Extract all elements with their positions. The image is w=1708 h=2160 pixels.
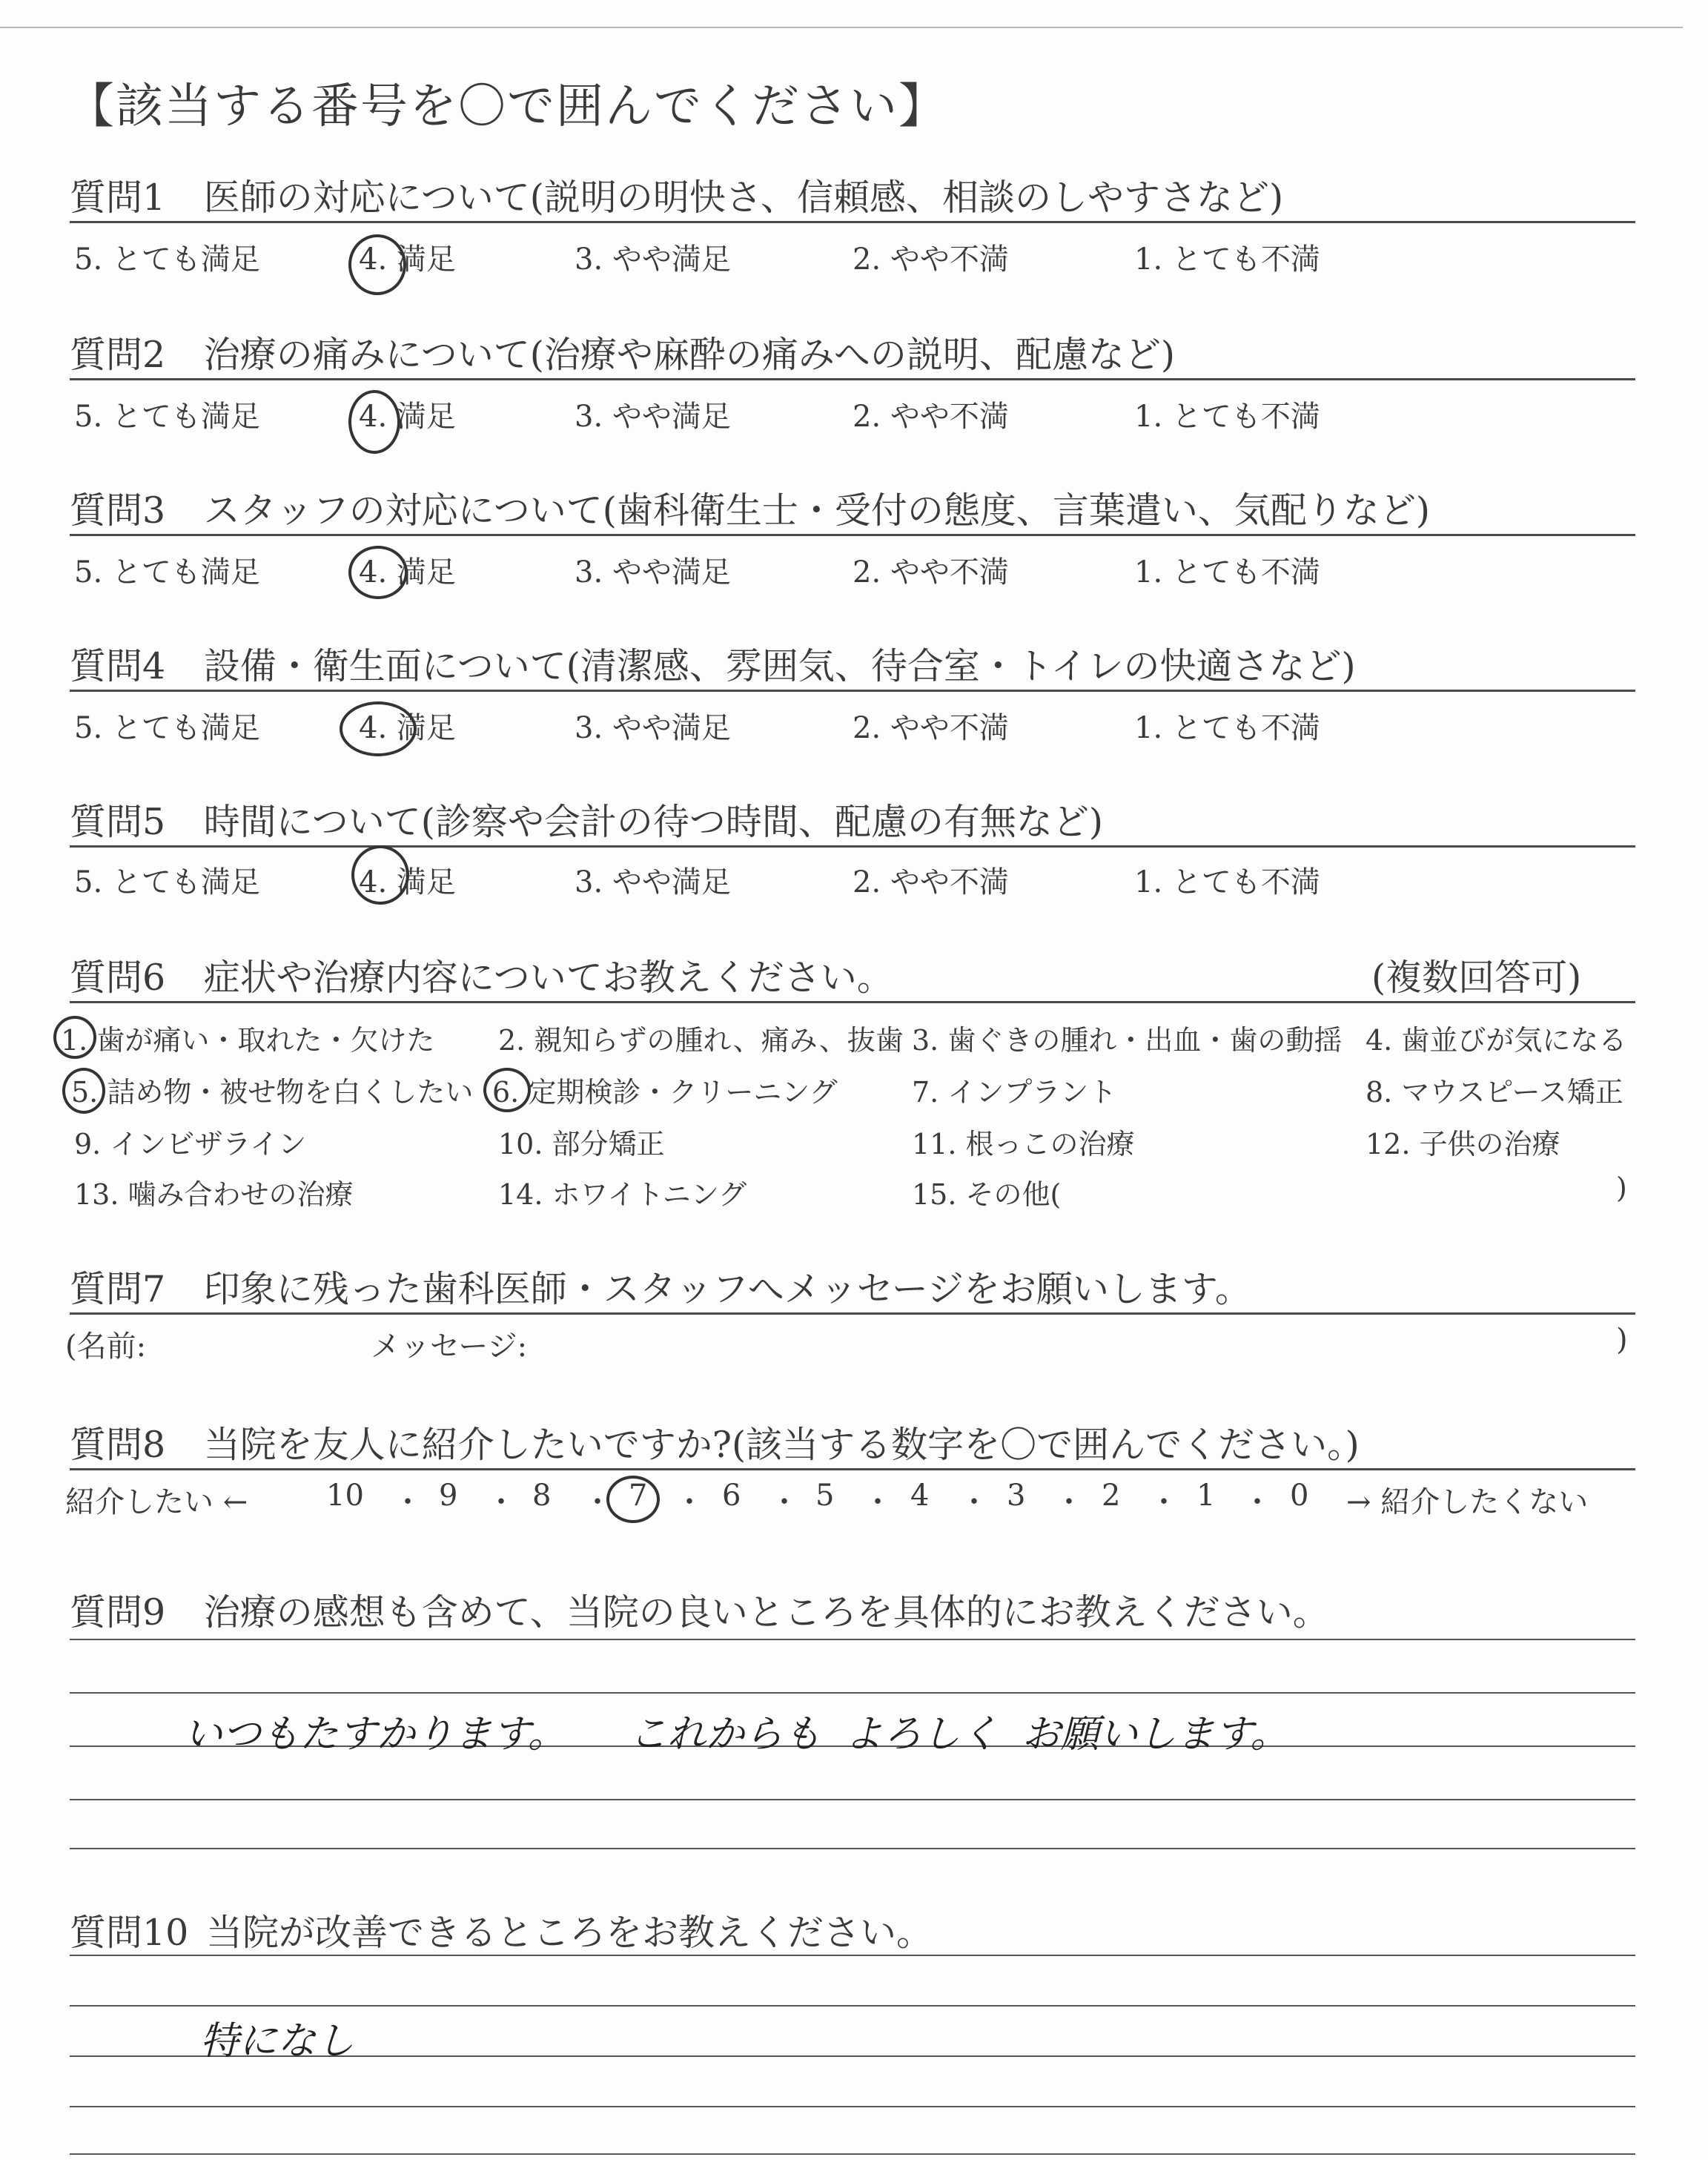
q9-answer-line	[70, 1692, 1635, 1694]
question-3-text: スタッフの対応について(歯科衛生士・受付の態度、言葉遣い、気配りなど)	[203, 489, 1431, 532]
q6-item-6[interactable]: 6. 定期検診・クリーニング	[492, 1076, 838, 1109]
q6-item-2[interactable]: 2. 親知らずの腫れ、痛み、抜歯	[498, 1024, 904, 1057]
q1-option-1[interactable]: 1. とても不満	[1134, 242, 1320, 277]
question-4-label: 質問4	[70, 645, 166, 687]
q10-handwritten-answer: 特になし	[200, 2019, 355, 2064]
question-5-rule	[70, 845, 1635, 848]
q8-left-label: 紹介したい ←	[65, 1485, 248, 1519]
q8-dot: ・	[393, 1485, 423, 1519]
q4-selection-circle	[340, 701, 417, 756]
q6-item-10[interactable]: 10. 部分矯正	[498, 1128, 665, 1160]
q6-item-8[interactable]: 8. マウスピース矯正	[1366, 1076, 1623, 1109]
q8-dot: ・	[769, 1485, 799, 1519]
question-3-heading	[70, 482, 1430, 534]
question-7-label: 質問7	[70, 1268, 166, 1310]
question-3-label: 質問3	[70, 489, 166, 532]
q8-scale-8[interactable]: 8	[532, 1479, 552, 1513]
question-1-rule	[70, 221, 1635, 223]
q9-answer-line	[70, 1799, 1635, 1800]
q5-option-5[interactable]: 5. とても満足	[74, 865, 260, 899]
q8-dot: ・	[863, 1485, 893, 1519]
q1-option-4[interactable]: 4. 満足	[359, 242, 456, 277]
page-title: 【該当する番号を〇で囲んでください】	[67, 79, 947, 134]
q3-option-3[interactable]: 3. やや満足	[575, 555, 731, 589]
question-5-text: 時間について(診察や会計の待つ時間、配慮の有無など)	[203, 801, 1104, 843]
q8-dot: ・	[1149, 1485, 1179, 1519]
q1-option-3[interactable]: 3. やや満足	[575, 242, 731, 277]
q6-item-12[interactable]: 12. 子供の治療	[1366, 1128, 1560, 1160]
question-4-rule	[70, 690, 1635, 692]
q10-answer-line	[70, 2106, 1635, 2107]
q5-option-2[interactable]: 2. やや不満	[853, 865, 1009, 899]
q2-selection-circle	[348, 390, 400, 454]
question-1-label: 質問1	[70, 176, 166, 219]
scan-edge	[0, 27, 1683, 28]
q6-item-15[interactable]: 15. その他(	[912, 1178, 1062, 1211]
question-1-heading	[70, 169, 1283, 221]
q1-option-2[interactable]: 2. やや不満	[853, 242, 1009, 277]
question-6-note: (複数回答可)	[1371, 957, 1582, 999]
q8-dot: ・	[675, 1485, 704, 1519]
q3-option-2[interactable]: 2. やや不満	[853, 555, 1009, 589]
question-8-rule	[70, 1468, 1635, 1470]
q2-option-3[interactable]: 3. やや満足	[575, 400, 731, 434]
q6-item-6-selection-circle	[483, 1068, 531, 1112]
q2-option-2[interactable]: 2. やや不満	[853, 400, 1009, 434]
question-6-text: 症状や治療内容についてお教えください。	[203, 957, 893, 999]
question-2-text: 治療の痛みについて(治療や麻酔の痛みへの説明、配慮など)	[203, 334, 1176, 376]
q6-item-9[interactable]: 9. インビザライン	[74, 1128, 307, 1160]
question-5-heading	[70, 793, 1103, 845]
q6-item-1-selection-circle	[53, 1016, 96, 1059]
q9-answer-line	[70, 1848, 1635, 1849]
q5-selection-circle	[351, 845, 409, 905]
q5-option-1[interactable]: 1. とても不満	[1134, 865, 1320, 899]
q6-item-14[interactable]: 14. ホワイトニング	[498, 1178, 747, 1211]
q8-dot: ・	[583, 1485, 612, 1519]
question-5-label: 質問5	[70, 801, 166, 843]
q6-item-1[interactable]: 1. 歯が痛い・取れた・欠けた	[61, 1024, 435, 1057]
q8-scale-9[interactable]: 9	[439, 1479, 458, 1513]
question-1-text: 医師の対応について(説明の明快さ、信頼感、相談のしやすさなど)	[203, 176, 1284, 219]
q3-option-4[interactable]: 4. 満足	[359, 555, 456, 589]
question-2-rule	[70, 378, 1635, 380]
q8-dot: ・	[1242, 1485, 1272, 1519]
question-10-heading	[70, 1904, 933, 1956]
q6-item-11[interactable]: 11. 根っこの治療	[912, 1128, 1135, 1160]
q4-option-2[interactable]: 2. やや不満	[853, 711, 1009, 745]
q9-answer-line	[70, 1639, 1635, 1640]
question-2-heading	[70, 326, 1175, 378]
q10-answer-line	[70, 2153, 1635, 2155]
q4-option-5[interactable]: 5. とても満足	[74, 711, 260, 745]
question-7-text: 印象に残った歯科医師・スタッフへメッセージをお願いします。	[203, 1268, 1251, 1310]
question-9-heading	[70, 1584, 1329, 1636]
question-7-heading	[70, 1261, 1251, 1312]
question-2-label: 質問2	[70, 334, 166, 376]
question-9-label: 質問9	[70, 1591, 166, 1634]
q9-handwritten-answer-2: これからも よろしく お願いします。	[629, 1712, 1289, 1757]
q3-option-5[interactable]: 5. とても満足	[74, 555, 260, 589]
q1-option-5[interactable]: 5. とても満足	[74, 242, 260, 277]
q4-option-4[interactable]: 4. 満足	[359, 711, 456, 745]
question-8-label: 質問8	[70, 1424, 166, 1466]
q3-selection-circle	[348, 546, 408, 599]
q8-right-label: → 紹介したくない	[1346, 1485, 1589, 1519]
q8-scale-0[interactable]: 0	[1290, 1479, 1309, 1513]
question-8-text: 当院を友人に紹介したいですか?(該当する数字を〇で囲んでください。)	[203, 1424, 1360, 1466]
q7-name-label: (名前:	[65, 1330, 147, 1364]
question-9-text: 治療の感想も含めて、当院の良いところを具体的にお教えください。	[203, 1591, 1329, 1634]
q2-option-4[interactable]: 4. 満足	[359, 400, 456, 434]
q8-selection-circle	[606, 1476, 660, 1523]
q6-item-4[interactable]: 4. 歯並びが気になる	[1366, 1024, 1627, 1057]
q6-item-5-selection-circle	[62, 1068, 105, 1114]
q8-scale-7[interactable]: 7	[629, 1479, 648, 1513]
q2-option-5[interactable]: 5. とても満足	[74, 400, 260, 434]
q8-scale-4[interactable]: 4	[910, 1479, 930, 1513]
question-6-heading	[70, 949, 893, 1001]
question-4-heading	[70, 638, 1356, 690]
q7-close: )	[1616, 1323, 1628, 1357]
q4-option-1[interactable]: 1. とても不満	[1134, 711, 1320, 745]
question-10-text: 当院が改善できるところをお教えください。	[205, 1912, 933, 1954]
q8-dot: ・	[1054, 1485, 1084, 1519]
q5-option-4[interactable]: 4. 満足	[359, 865, 456, 899]
question-6-rule	[70, 1001, 1635, 1003]
q8-scale-10[interactable]: 10	[326, 1479, 364, 1513]
q6-item-13[interactable]: 13. 噛み合わせの治療	[74, 1178, 354, 1211]
q10-answer-line	[70, 1955, 1635, 1956]
q8-scale-2[interactable]: 2	[1102, 1479, 1121, 1513]
q8-scale-1[interactable]: 1	[1196, 1479, 1216, 1513]
question-3-rule	[70, 534, 1635, 536]
q6-item-7[interactable]: 7. インプラント	[912, 1076, 1117, 1109]
q8-dot: ・	[486, 1485, 516, 1519]
q8-scale-6[interactable]: 6	[722, 1479, 741, 1513]
q7-message-label: メッセージ:	[371, 1330, 528, 1364]
q6-item-15-close: )	[1616, 1172, 1627, 1204]
question-10-label: 質問10	[70, 1912, 189, 1954]
q8-scale-5[interactable]: 5	[815, 1479, 835, 1513]
q2-option-1[interactable]: 1. とても不満	[1134, 400, 1320, 434]
q8-scale-3[interactable]: 3	[1007, 1479, 1026, 1513]
q4-option-3[interactable]: 3. やや満足	[575, 711, 731, 745]
q6-item-5[interactable]: 5. 詰め物・被せ物を白くしたい	[71, 1076, 474, 1109]
question-4-text: 設備・衛生面について(清潔感、雰囲気、待合室・トイレの快適さなど)	[203, 645, 1356, 687]
q3-option-1[interactable]: 1. とても不満	[1134, 555, 1320, 589]
q6-item-3[interactable]: 3. 歯ぐきの腫れ・出血・歯の動揺	[912, 1024, 1343, 1057]
question-6-label: 質問6	[70, 957, 166, 999]
q1-selection-circle	[348, 234, 406, 295]
q9-handwritten-answer-1: いつもたすかります。	[184, 1712, 566, 1757]
q8-dot: ・	[959, 1485, 989, 1519]
question-8-heading	[70, 1416, 1360, 1468]
q10-answer-line	[70, 2005, 1635, 2007]
question-7-rule	[70, 1312, 1635, 1315]
q5-option-3[interactable]: 3. やや満足	[575, 865, 731, 899]
